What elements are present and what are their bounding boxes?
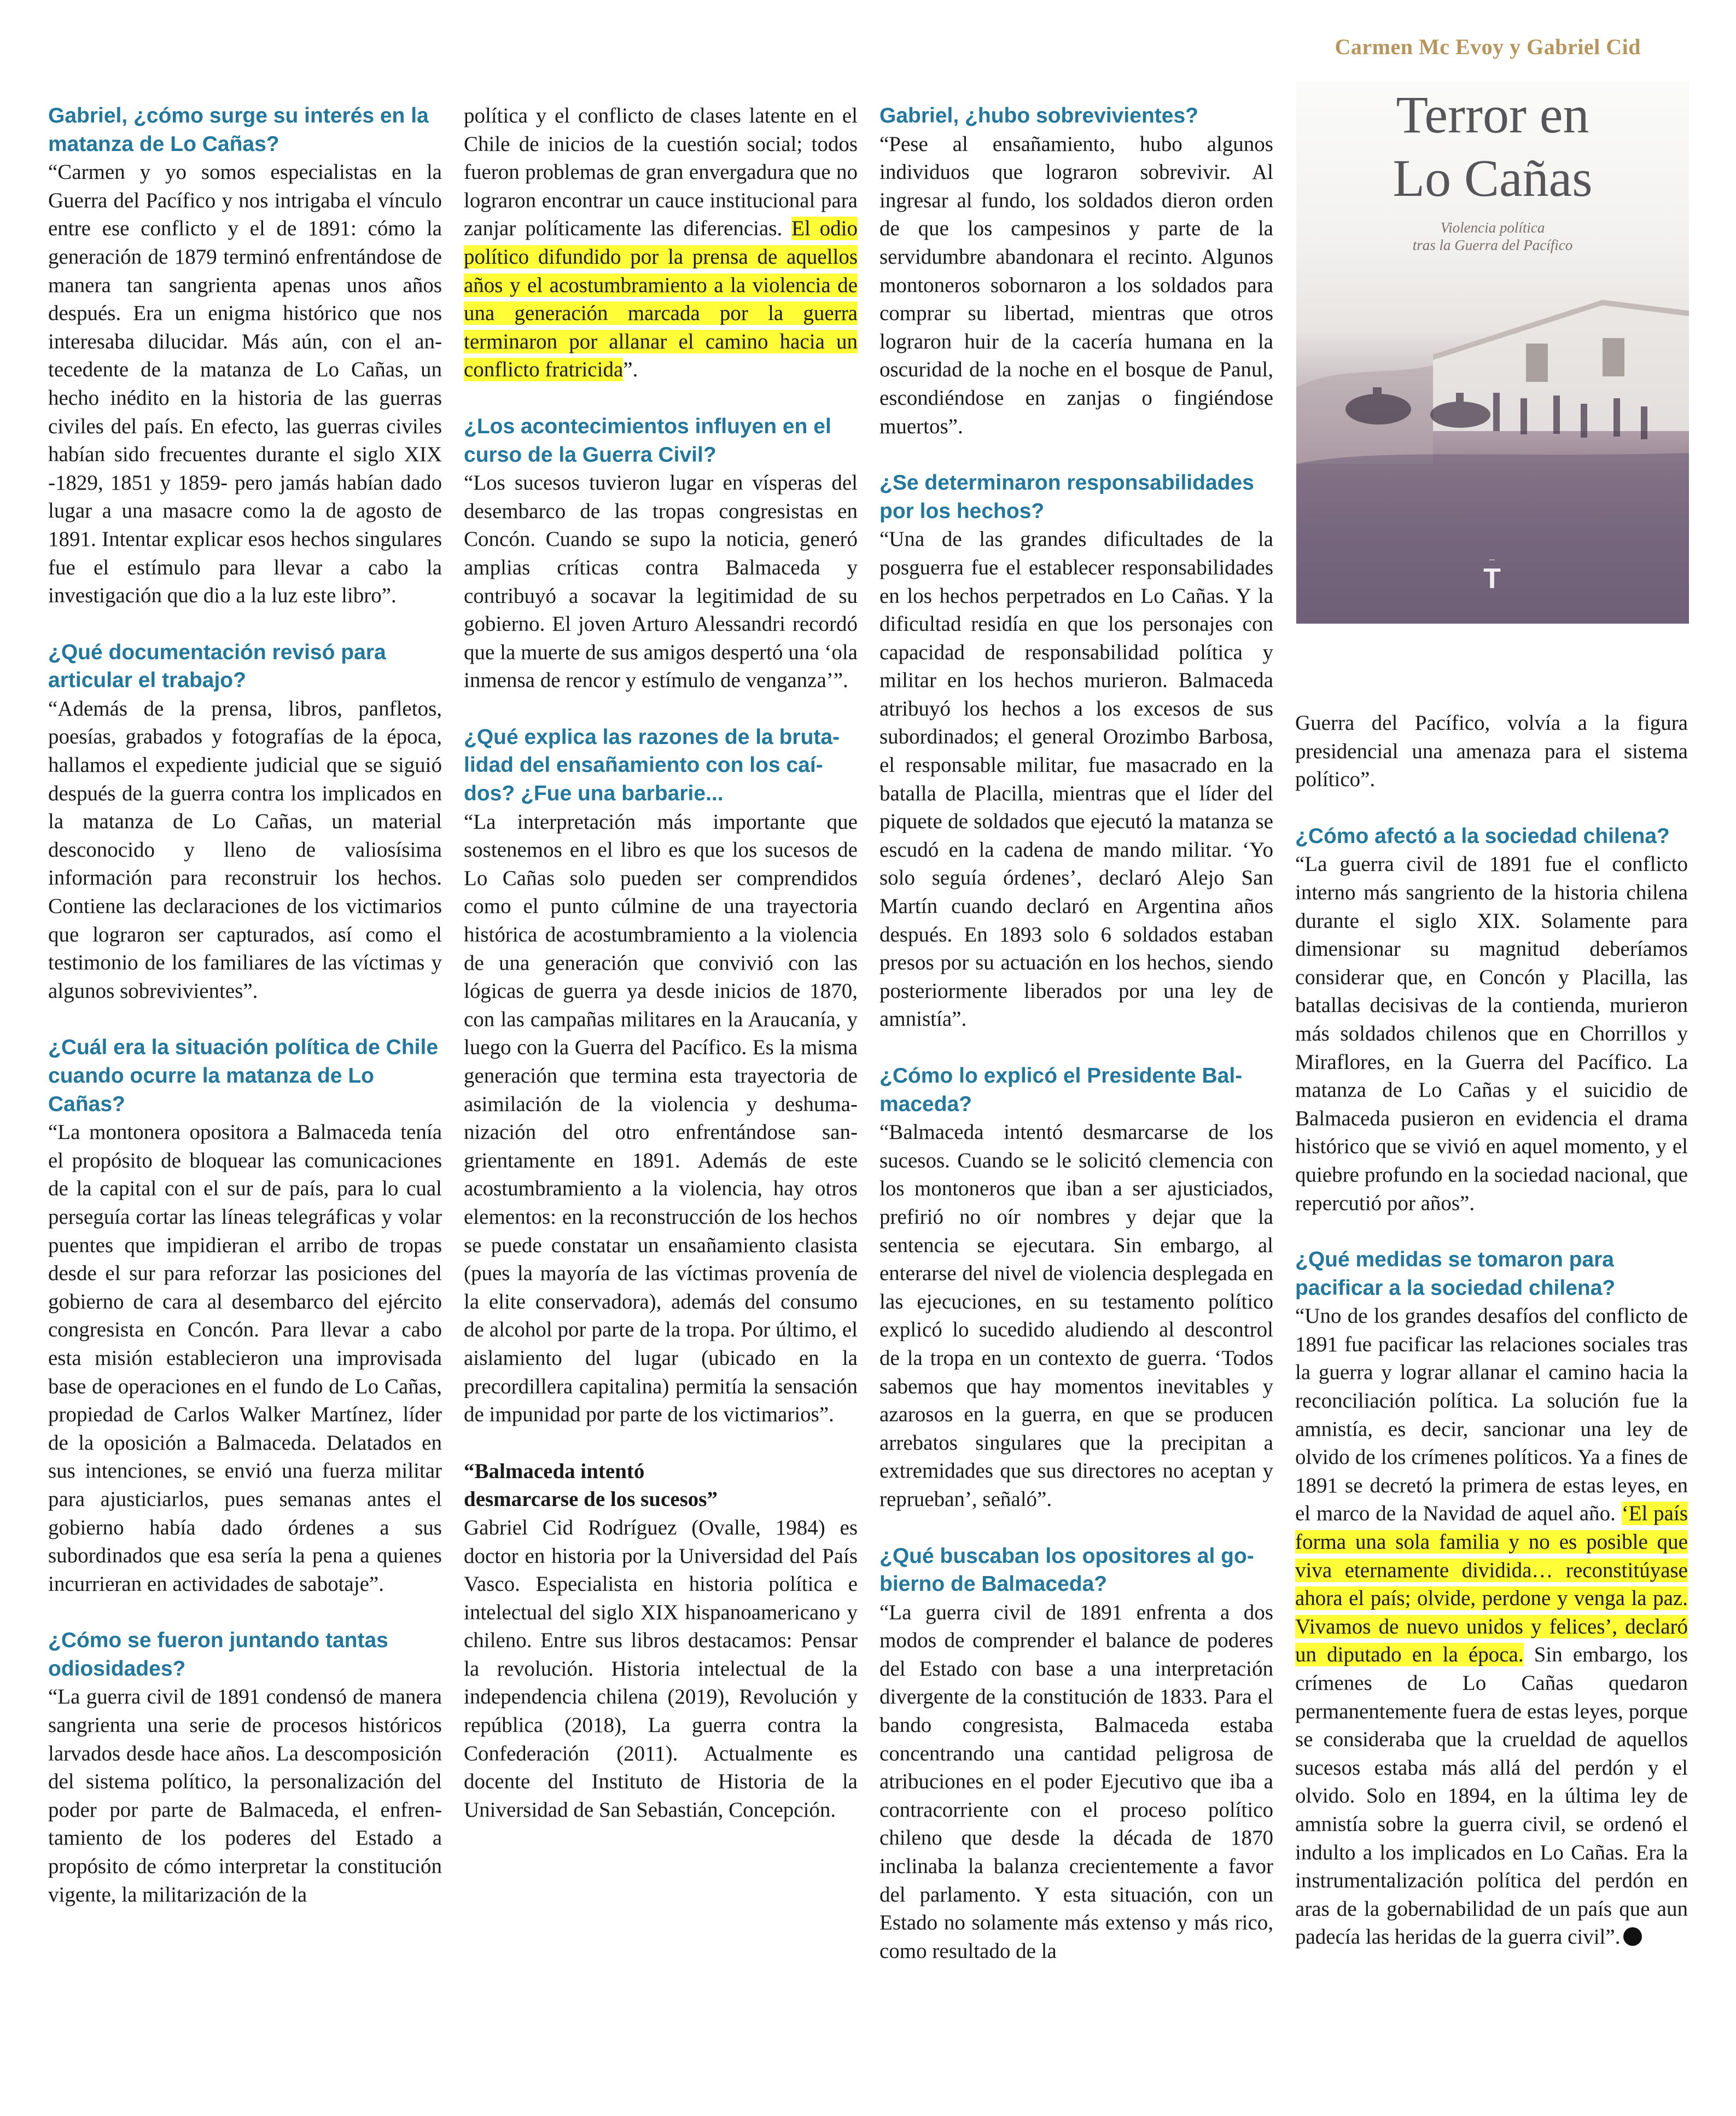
- answer-paragraph: “La interpretación más importante que sostenemos en el libro es que los sucesos de Lo Cañas solo pueden ser comprendidos como el punto cúlmine de una trayectoria histórica de acostumbramiento a la violencia de una generación que convivió con las lógicas de guerra ya desde inicios de 1870, con las campañas militares en la Araucanía, y luego con la Guerra del Pacífico. Es la misma generación que termina esta trayectoria de asimilación de la violencia y deshumanización del otro enfrentándose sangrientamente en 1891. Además de este acostumbramiento a la violencia, hay otros elementos: en la reconstrucción de los hechos se puede constatar un ensañamiento clasista (pues la mayoría de las víctimas provenía de la elite conservadora), además del consumo de alcohol por parte de la tropa. Por último, el aislamiento del lugar (ubicado en la precordillera capitalina) permitía la sensación de impunidad por parte de los victimarios”.: [464, 810, 858, 1427]
- running-head: Carmen Mc Evoy y Gabriel Cid: [1335, 34, 1641, 59]
- answer-text: Sin embargo, los crímenes de Lo Cañas quedaron permanentemente fuera de estas leyes, porque se consideraba que la crueldad de aquellos sucesos estaba más allá del perdón y el olvido. Solo en 1894, en la última ley de amnistía sobre la guerra civil, se ordenó el indulto a los implicados en Lo Cañas. Era la instrumentalización política del perdón en aras de la gobernabilidad de un país que aun padecía las heridas de la guerra civil”.: [1295, 1643, 1688, 1949]
- answer-paragraph: [1295, 1302, 1688, 1951]
- article-column-1: [48, 102, 442, 1909]
- qa-section: [48, 1033, 442, 1598]
- qa-section: [464, 412, 858, 695]
- author-bio: Gabriel Cid Rodríguez (Ovalle, 1984) es doctor en historia por la Universidad del País Vasco. Especialista en historia política e intelectual del siglo XIX hispanoamericano y chileno. Entre sus libros destacamos: Pensar la revolución. Historia intelectual de la independencia chilena (2019), Revolución y república (2018), La guerra contra la Confederación (2011). Actualmente es docente del Instituto de Historia de la Universidad de San Sebastián, Concepción.: [464, 1515, 858, 1822]
- article-column-2: [464, 102, 858, 1824]
- answer-paragraph: “Además de la prensa, libros, panfletos, poesías, grabados y fotografías de la época, hallamos el expediente judicial que se siguió después de la guerra contra los implicados en la matanza de Lo Cañas, un material desconocido y lleno de valiosísima información para reconstruir los hechos. Contiene las declaraciones de los victimarios que lograron ser capturados, así como el testimonio de los familiares de las víctimas y algunos sobrevivientes”.: [48, 696, 442, 1003]
- qa-section: [879, 1542, 1273, 1966]
- qa-section: [1295, 822, 1688, 1217]
- question-heading: Gabriel, ¿hubo sobrevivientes?: [879, 104, 1198, 127]
- qa-section: [879, 102, 1273, 440]
- qa-section: [48, 638, 442, 1005]
- qa-section: [1295, 709, 1688, 794]
- box-heading: desmarcarse de los sucesos”: [464, 1487, 718, 1512]
- answer-paragraph: Guerra del Pacífico, volvía a la figura presidencial una amenaza para el sistema político”.: [1295, 711, 1688, 792]
- publisher-logo-rule: —: [1489, 557, 1495, 563]
- author-box: [464, 1457, 858, 1824]
- answer-paragraph: “La guerra civil de 1891 enfrenta a dos modos de comprender el balance de poderes del Estado con base a una interpretación divergente de la constitución de 1833. Para el bando congresista, Balmaceda estaba concentrando una cantidad peligrosa de atribuciones en el poder Ejecutivo que iba a contracorriente con el proceso político chileno que desde la década de 1870 inclinaba la balanza crecientemente a favor del parlamento. Y esta situación, con un Estado no solamente más extenso y más rico, como resultado de la: [879, 1600, 1273, 1963]
- cover-subtitle-line: tras la Guerra del Pacífico: [1412, 237, 1573, 253]
- answer-paragraph: [464, 102, 858, 384]
- question-heading: ¿Cómo lo explicó el Presidente Balmaceda?: [879, 1064, 1243, 1116]
- answer-paragraph: “Los sucesos tuvieron lugar en vísperas del desembarco de las tropas congresistas en Concón. Cuando se supo la noticia, generó amplias críticas contra Balmaceda y contribuyó a socavar la legitimidad de su gobierno. El joven Arturo Alessandri recordó que la muerte de sus amigos despertó una ‘ola inmensa de rencor y estímulo de venganza’”.: [464, 471, 858, 693]
- cover-title: [1296, 83, 1689, 210]
- publisher-logo-letter: T: [1483, 563, 1501, 595]
- qa-section: [464, 723, 858, 1429]
- qa-section: [879, 469, 1273, 1033]
- answer-text: política y el conflicto de clases latente en el Chile de inicios de la cuestión social; todos fueron problemas de gran envergadura que no lograron encontrar un cauce institucional para zanjar políticamente las diferencias.: [464, 104, 858, 241]
- cover-title-line: Terror en: [1396, 85, 1589, 144]
- qa-section: [879, 1062, 1273, 1514]
- answer-text: “Uno de los grandes desafíos del conflicto de 1891 fue pacificar las relaciones sociales tras la guerra y lograr allanar el camino hacia la reconciliación política. La solución fue la amnistía, es decir, sancionar una ley de olvido de los crímenes políticos. Ya a fines de 1891 se decretó la primera de estas leyes, en el marco de la Navidad de aquel año.: [1295, 1304, 1688, 1526]
- question-heading: ¿Qué buscaban los opositores al gobierno de Balmaceda?: [879, 1544, 1254, 1596]
- question-heading: ¿Cómo afectó a la sociedad chilena?: [1295, 824, 1670, 848]
- article-column-4: [1295, 709, 1688, 1951]
- question-heading: ¿Cómo se fueron juntando tantas odiosidades?: [48, 1629, 388, 1681]
- qa-section: [48, 102, 442, 610]
- publisher-logo: [1476, 557, 1508, 594]
- qa-section: [1295, 1246, 1688, 1951]
- qa-section: [48, 1626, 442, 1909]
- end-of-article-bullet-icon: [1623, 1927, 1642, 1946]
- question-heading: ¿Qué medidas se tomaron para pacificar a la sociedad chilena?: [1295, 1248, 1616, 1300]
- highlighted-quote: ‘El país forma una sola familia y no es posible que viva eternamente dividida… reconstitúyase ahora el país; olvide, perdone y venga la paz. Vivamos de nuevo unidos y felices’, declaró un diputado en la época.: [1295, 1502, 1688, 1667]
- box-heading: “Balmaceda intentó: [464, 1459, 645, 1483]
- cover-subtitle: [1296, 219, 1689, 254]
- question-heading: ¿Cuál era la situación política de Chile cuando ocurre la matanza de Lo Cañas?: [48, 1036, 439, 1116]
- answer-paragraph: “La guerra civil de 1891 fue el conflicto interno más sangriento de la historia chilena durante el siglo XIX. Solamente para dimensionar su magnitud deberíamos considerar que, en Concón y Placilla, las batallas decisivas de la contienda, murieron más soldados chilenos que en Chorrillos y Miraflores, en la Guerra del Pacífico. La matanza de Lo Cañas y el suicidio de Balmaceda pusieron en evidencia el drama histórico que se vivió en aquel momento, y el quiebre profundo en la sociedad nacional, que repercutió por años”.: [1295, 852, 1688, 1215]
- cover-title-line: Lo Cañas: [1393, 149, 1593, 207]
- book-cover-image: [1296, 81, 1689, 624]
- answer-paragraph: “Carmen y yo somos especialistas en la Guerra del Pacífico y nos intrigaba el vínculo entre ese conflicto y el de 1891: cómo la generación de 1879 terminó enfrentándose de manera tan sangrienta apenas unos años después. Era un enigma histórico que nos interesaba dilucidar. Más aún, con el antecedente de la matanza de Lo Cañas, un hecho inédito en la historia de las guerras civiles del país. En efecto, las guerras civiles habían sido frecuentes durante el siglo XIX -1829, 1851 y 1859- pero jamás habían dado lugar a una masacre como la de agosto de 1891. Intentar explicar esos hechos singulares fue el estímulo para llevar a cabo la investigación que dio a la luz este libro”.: [48, 160, 442, 608]
- qa-section: [464, 102, 858, 384]
- question-heading: ¿Qué explica las razones de la brutalidad del ensañamiento con los caídos? ¿Fue una barbarie...: [464, 725, 840, 806]
- question-heading: ¿Los acontecimientos influyen en el curso de la Guerra Civil?: [464, 414, 831, 467]
- highlighted-quote: El odio político difundido por la prensa de aquellos años y el acostumbramiento a la violencia de una generación marcada por la guerra terminaron por allanar el camino hacia un conflicto fratricida: [464, 217, 858, 382]
- answer-paragraph: “Balmaceda intentó desmarcarse de los sucesos. Cuando se le solicitó clemencia con los montoneros que iban a ser ajusticiados, prefirió no oír nombres y dejar que la sentencia se ejecutara. Sin embargo, al enterarse del nivel de violencia desplegada en las ejecuciones, en su testamento político explicó lo sucedido aludiendo al descontrol de la tropa en un contexto de guerra. ‘Todos sabemos que hay momentos inevitables y azarosos en la guerra, en que se producen arrebatos singulares que la precipitan a extremidades que sus directores no aceptan y reprueban’, señaló”.: [879, 1120, 1273, 1511]
- answer-paragraph: “Una de las grandes dificultades de la posguerra fue el establecer responsabilidades en los hechos perpetrados en Lo Cañas. Y la dificultad residía en que los personajes con capacidad de responsabilidad política y militar en los hechos murieron. Balmaceda atribuyó los hechos a los excesos de sus subordinados; el general Orozimbo Barbosa, el responsable militar, fue masacrado en la batalla de Placilla, mientras que el líder del piquete de soldados que ejecutó la matanza se escudó en la cadena de mando militar. ‘Yo solo seguía órdenes’, declaró Alejo San Martín cuando declaró en Argentina años después. En 1893 solo 6 soldados estaban presos por su actuación en los hechos, siendo posteriormente liberados por una ley de amnistía”.: [879, 527, 1273, 1031]
- cover-subtitle-line: Violencia política: [1440, 219, 1545, 236]
- article-column-3: [879, 102, 1273, 1965]
- answer-paragraph: “La guerra civil de 1891 condensó de manera sangrienta una serie de procesos históricos larvados desde hace años. La descomposición del sistema político, la personalización del poder por parte de Balmaceda, el enfrentamiento de los poderes del Estado a propósito de cómo interpretar la constitución vigente, la militarización de la: [48, 1685, 442, 1906]
- answer-paragraph: “Pese al ensañamiento, hubo algunos individuos que lograron sobrevivir. Al ingresar al fundo, los soldados dieron orden de que los campesinos y parte de la servidumbre abandonara el recinto. Algunos montoneros sobornaron a los soldados para comprar su libertad, mientras que otros lograron huir de la cacería humana en la oscuridad de la noche en el bosque de Panul, escondiéndose en zanjas o fingiéndose muertos”.: [879, 132, 1273, 438]
- answer-text: ”.: [623, 358, 638, 382]
- question-heading: ¿Se determinaron responsabilidades por los hechos?: [879, 471, 1254, 523]
- answer-paragraph: “La montonera opositora a Balmaceda tenía el propósito de bloquear las comunicaciones de la capital con el sur de país, para lo cual perseguía cortar las líneas telegráficas y volar puentes que impidieran el arribo de tropas desde el sur para reforzar las posiciones del gobierno de cara al desembarco del ejército congresista en Concón. Para llevar a cabo esta misión establecieron una improvisada base de operaciones en el fundo de Lo Cañas, propiedad de Carlos Walker Martínez, líder de la oposición a Balmaceda. Delatados en sus intenciones, se envió una fuerza militar para ajusticiarlos, pues semanas antes el gobierno había dado órdenes a sus subordinados que esa sería la pena a quienes incurrieran en actividades de sabotaje”.: [48, 1120, 442, 1596]
- question-heading: ¿Qué documentación revisó para articular el trabajo?: [48, 640, 386, 693]
- question-heading: Gabriel, ¿cómo surge su interés en la matanza de Lo Cañas?: [48, 104, 429, 156]
